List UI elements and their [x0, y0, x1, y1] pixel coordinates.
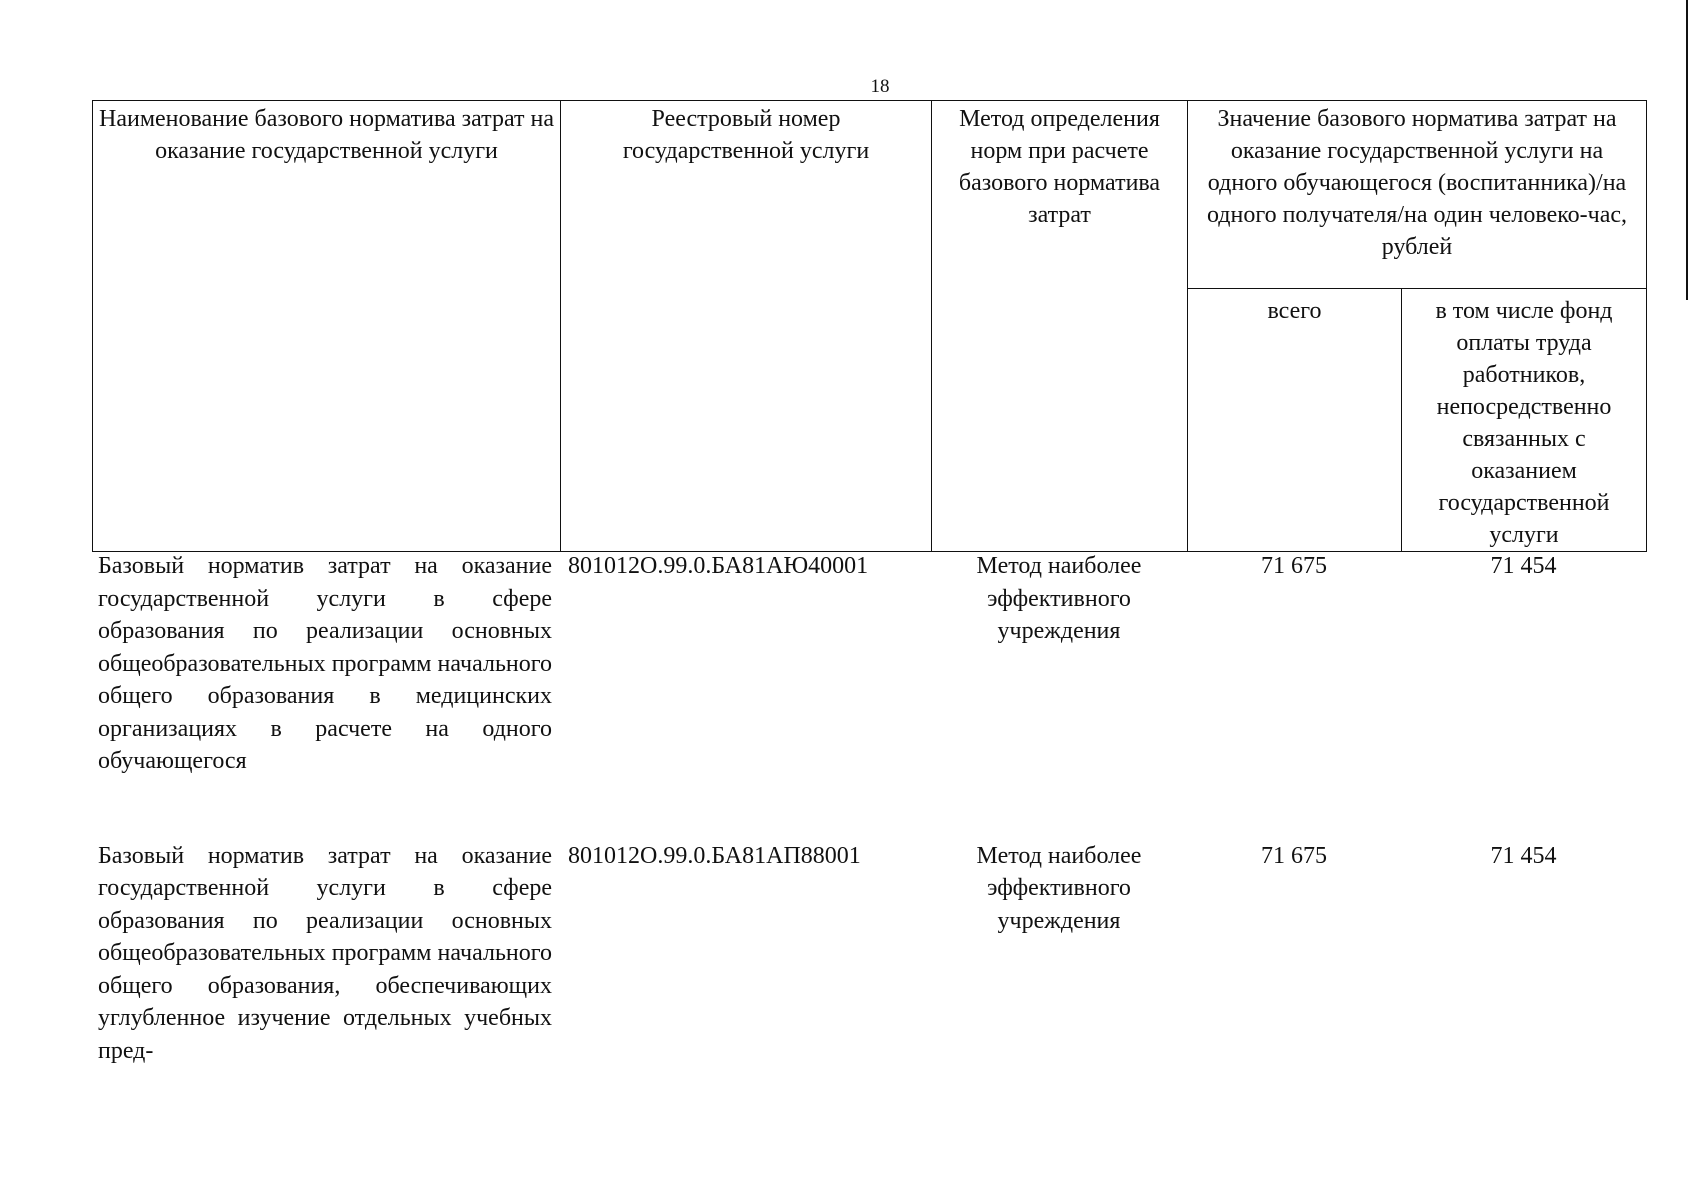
row-method: Метод наиболее эффективного учреждения — [976, 553, 1142, 644]
row-registry: 801012О.99.0.БА81АЮ40001 — [568, 553, 869, 579]
header-total-cell: всего — [1188, 289, 1402, 552]
row-fund: 71 454 — [1490, 553, 1557, 579]
row-total: 71 675 — [1261, 553, 1327, 579]
page-number: 18 — [870, 76, 890, 97]
table-header — [92, 100, 1647, 552]
header-registry-cell: Реестровый номер государственной услуги — [561, 101, 932, 552]
scan-edge-mark — [1686, 0, 1688, 300]
table-row — [92, 550, 1646, 778]
row-name: Базовый норматив затрат на оказание государственной услуги в сфере образования по реализации основных общеобразовательных программ начального общего образования, обеспечивающих углубленное изучение отдельных учебных пред- — [98, 842, 552, 1064]
header-fund-cell: в том числе фонд оплаты труда работников, непосредственно связанных с оказанием государственной услуги — [1402, 289, 1647, 552]
row-total: 71 675 — [1261, 842, 1327, 869]
row-method: Метод наиболее эффективного учреждения — [976, 842, 1142, 934]
row-name: Базовый норматив затрат на оказание государственной услуги в сфере образования по реализации основных общеобразовательных программ начального общего образования в медицинских организациях в расчете на одного обучающегося — [98, 553, 552, 774]
row-fund: 71 454 — [1490, 842, 1557, 869]
table-body — [92, 550, 1646, 1067]
header-name-cell: Наименование базового норматива затрат на оказание государственной услуги — [93, 101, 561, 552]
header-method-cell: Метод определения норм при расчете базового норматива затрат — [932, 101, 1188, 552]
header-value-cell: Значение базового норматива затрат на оказание государственной услуги на одного обучающегося (воспитанника)/на одного получателя/на один человеко-час, рублей — [1188, 101, 1647, 289]
row-registry: 801012О.99.0.БА81АП88001 — [568, 842, 861, 869]
table-row — [92, 840, 1646, 1068]
